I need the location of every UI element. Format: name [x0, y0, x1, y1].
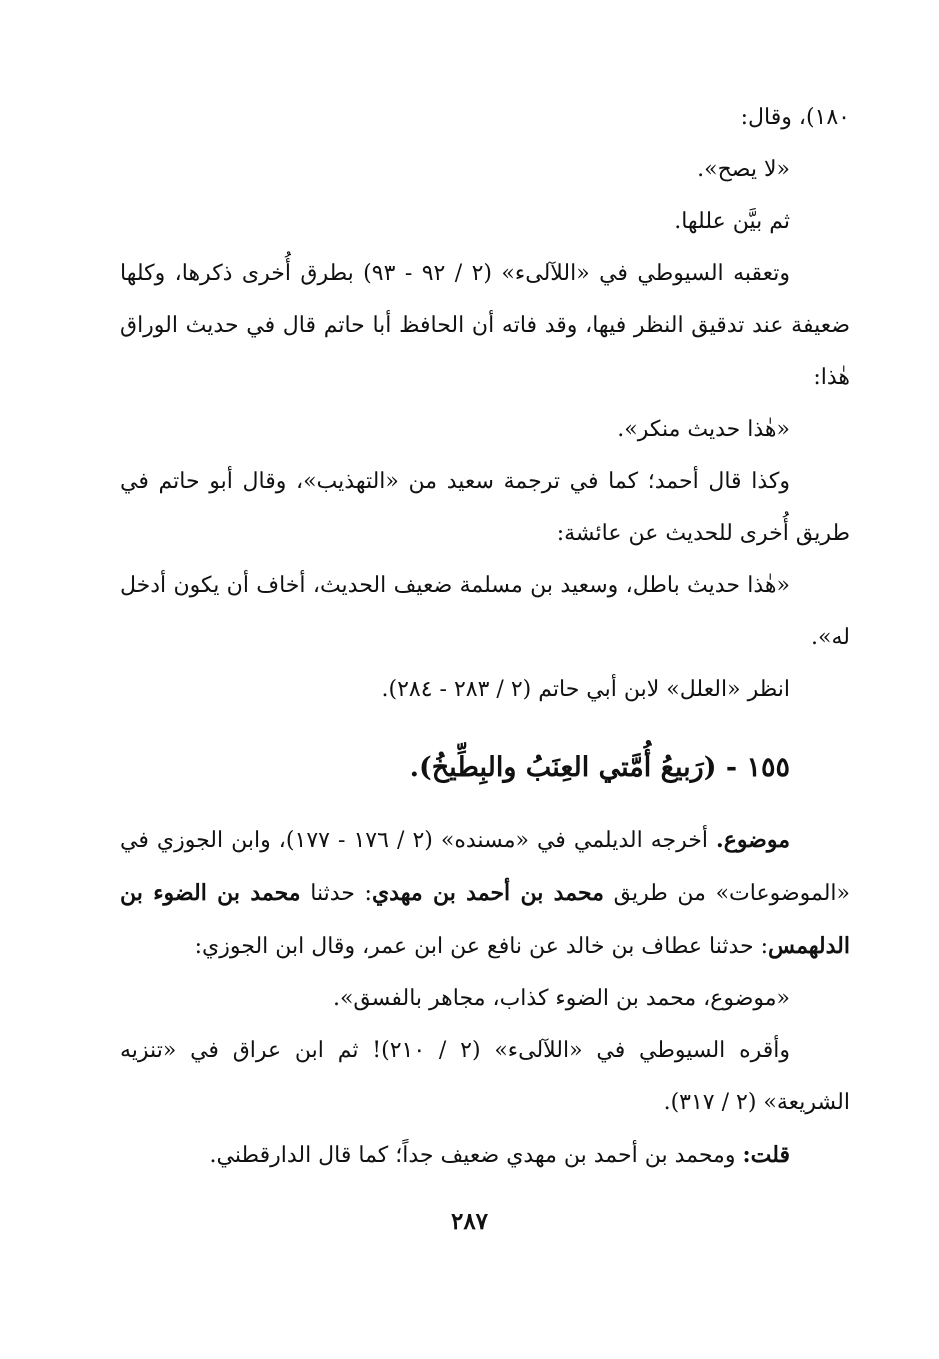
- paragraph-6: [120, 814, 850, 973]
- paragraph-1: ١٨٠)، وقال:: [740, 105, 850, 130]
- paragraph-5: انظر «العلل» لابن أبي حاتم (٢ / ٢٨٣ - ٢٨٤).: [381, 677, 790, 702]
- page-body: [120, 92, 850, 1182]
- paragraph-6-text-c: : حدثنا عطاف بن خالد عن نافع عن ابن عمر، وقال ابن الجوزي:: [194, 934, 769, 959]
- hadith-heading: ١٥٥ - (رَبيعُ أُمَّتي العِنَبُ والبِطِّيخُ).: [409, 752, 790, 783]
- paragraph-2: ثم بيَّن عللها.: [674, 209, 790, 234]
- paragraph-4: وكذا قال أحمد؛ كما في ترجمة سعيد من «التهذيب»، وقال أبو حاتم في طريق أُخرى للحديث عن عائشة:: [120, 469, 850, 546]
- verdict-label: موضوع.: [716, 827, 791, 853]
- quote-3: «هٰذا حديث باطل، وسعيد بن مسلمة ضعيف الحديث، أخاف أن يكون أدخل له».: [120, 573, 850, 650]
- page-number: ٢٨٧: [450, 1208, 489, 1235]
- narrator-name-2: محمد بن الضوء بن الدلهمس: [120, 880, 850, 959]
- paragraph-6-text-b: : حدثنا: [300, 881, 372, 906]
- paragraph-3: وتعقبه السيوطي في «اللآلىء» (٢ / ٩٢ - ٩٣) بطرق أُخرى ذكرها، وكلها ضعيفة عند تدقيق النظر فيها، وقد فاته أن الحافظ أبا حاتم قال في حديث الوراق هٰذا:: [120, 261, 850, 390]
- paragraph-8: [120, 1129, 850, 1182]
- quote-1: «لا يصح».: [697, 157, 790, 182]
- paragraph-6-text-a: أخرجه الديلمي في «مسنده» (٢ / ١٧٦ - ١٧٧)، وابن الجوزي في «الموضوعات» من طريق: [120, 828, 850, 906]
- narrator-name-1: محمد بن أحمد بن مهدي: [371, 880, 604, 906]
- paragraph-8-text: ومحمد بن أحمد بن مهدي ضعيف جداً؛ كما قال الدارقطني.: [209, 1143, 743, 1168]
- quote-2: «هٰذا حديث منكر».: [617, 417, 790, 442]
- note-label: قلت:: [742, 1142, 790, 1168]
- quote-4: «موضوع، محمد بن الضوء كذاب، مجاهر بالفسق».: [332, 986, 790, 1011]
- paragraph-7: وأقره السيوطي في «اللآلىء» (٢ / ٢١٠)! ثم ابن عراق في «تنزيه الشريعة» (٢ / ٣١٧).: [120, 1038, 850, 1115]
